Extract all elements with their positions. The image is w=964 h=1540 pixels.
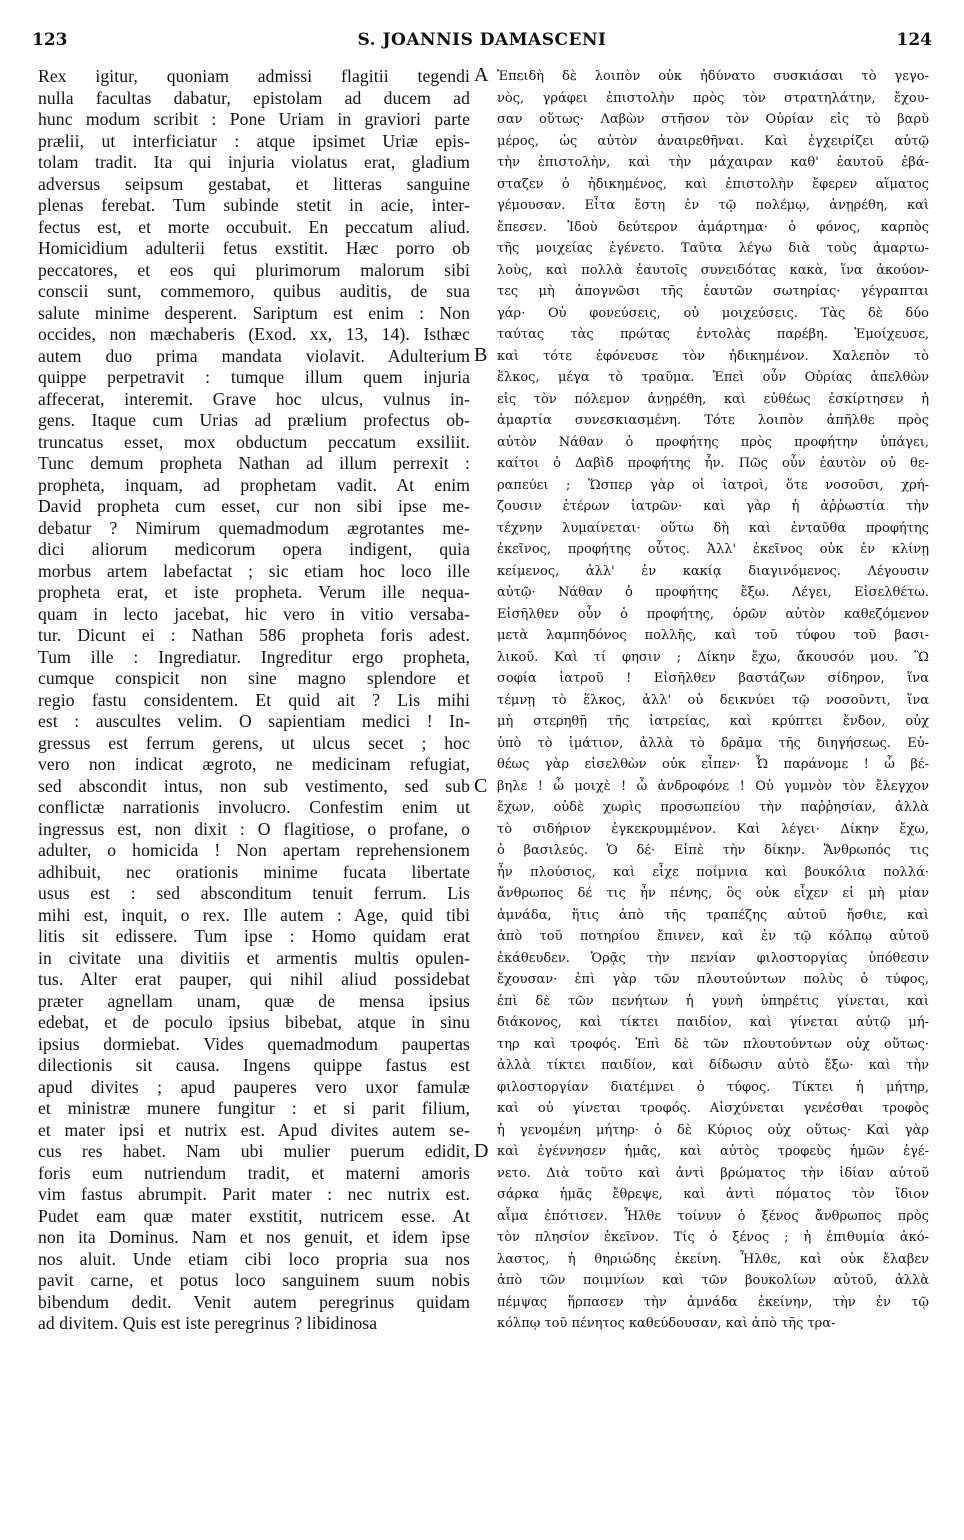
margin-letter-c: C — [474, 775, 488, 797]
greek-text-line: ἦν πλούσιος, καὶ εἶχε ποίμνια καὶ βουκόλια πολλά· — [497, 864, 929, 880]
latin-text-line: morbus artem labefactat ; sic etiam hoc loco ille — [38, 560, 470, 581]
latin-text-line: ipsius dormiebat. Vides quemadmodum paupertas — [38, 1033, 470, 1054]
greek-text-line: διάκονος, καὶ τίκτει παιδίον, καὶ γίνεται αὐτῷ μή- — [497, 1015, 929, 1030]
greek-text-line: τέμνῃ τὸ ἕλκος, ἀλλ' οὐ δεικνύει τῷ νοσοῦντι, ἵνα — [497, 692, 929, 708]
latin-text-line: Rex igitur, quoniam admissi flagitii tegendi — [38, 66, 470, 86]
greek-text-line: τηρ καὶ τροφός. Ἐπὶ δὲ τῶν πλουτούντων οὐχ οὕτως· — [497, 1036, 929, 1052]
latin-text-line: in civitate una divitiis et armentis multis opulen- — [38, 947, 470, 968]
greek-text-line: σοφία ἰατροῦ ! Εἰσῆλθεν βαστάζων σίδηρον, ἵνα — [497, 671, 929, 686]
latin-text-line: plenas ferebat. Tum subinde stetit in acie, inter- — [38, 195, 470, 215]
greek-text-line: καίτοι ὁ Δαβὶδ προφήτης ἦν. Πῶς οὖν ἑαυτὸν οὐ θε- — [497, 456, 929, 471]
latin-text-line: occides, non mæchaberis (Exod. xx, 13, 14). Isthæc — [38, 324, 470, 344]
latin-text-line: usus est : sed absconditum tenuit ferrum. Lis — [38, 883, 470, 903]
latin-text-line: et ministræ munere fungitur : et si parit filium, — [38, 1098, 470, 1118]
latin-text-line: fectus est, et morte occubuit. En peccatum aliud. — [38, 216, 470, 237]
latin-text-line: adversus seipsum gestabat, et litteras sanguine — [38, 173, 470, 194]
greek-text-line: καὶ τότε ἐφόνευσε τὸν ἠδικημένον. Χαλεπὸν τὸ — [497, 348, 929, 364]
greek-text-line: ἀπὸ τοῦ ποτηρίου ἔπινεν, καὶ ἐν τῷ κόλπῳ αὐτοῦ — [497, 929, 929, 944]
latin-text-line: affecerat, interemit. Grave hoc ulcus, vulnus in- — [38, 388, 470, 409]
greek-text-line: ραπεύει ; Ὥσπερ γὰρ οἱ ἰατροὶ, ὅτε νοσοῦσι, χρή- — [497, 477, 929, 493]
greek-text-line: κείμενος, ἀλλ' ἐν κακίᾳ διαγινόμενος. Λέγουσιν — [497, 563, 929, 579]
latin-text-line: propheta, inquam, ad prophetam vadit. At enim — [38, 474, 470, 495]
greek-text-line: ἐπὶ δὲ τῶν πενήτων ἡ γυνὴ ὑπηρέτις γίνεται, καὶ — [497, 993, 929, 1009]
latin-text-line: sed abscondit intus, non sub vestimento, sed sub — [38, 775, 470, 796]
latin-text-line: tolam tradit. Ita qui injuria violatus erat, gladium — [38, 152, 470, 172]
greek-text-line: ἔπεσεν. Ἰδοὺ δεύτερον ἁμάρτημα· ὁ φόνος, καρπὸς — [497, 219, 929, 235]
greek-text-line: ἡ γενομένη μήτηρ· ὁ δὲ Κύριος οὐχ οὕτως· Καὶ γὰρ — [497, 1122, 929, 1138]
latin-text-line: vero non indicat ægroto, ne medicinam refugiat, — [38, 754, 470, 774]
greek-text-line: καὶ ἐγέννησεν ἡμᾶς, καὶ αὐτὸς τροφεὺς ἡμῶν ἐγέ- — [497, 1144, 929, 1159]
greek-text-line: ἐκεῖνος, προφήτης οὗτος. Ἀλλ' ἐκεῖνος οὐκ ἐν κλίνῃ — [497, 542, 929, 557]
latin-text-line: truncatus esset, mox obductum peccatum exsiliit. — [38, 431, 470, 452]
page-header — [32, 30, 932, 56]
greek-text-line: ἕλκος, μέγα τὸ τραῦμα. Ἐπεὶ οὖν Οὐρίας ἀπελθὼν — [497, 370, 929, 385]
greek-text-line: τὸ σιδήριον ἐγκεκρυμμένον. Καὶ λέγει· Δίκην ἔχω, — [497, 821, 929, 837]
latin-text-line: edebat, et de poculo ipsius bibebat, atque in sinu — [38, 1012, 470, 1032]
latin-text-line: salute minime desperent. Sariptum est enim : Non — [38, 302, 470, 323]
latin-text-line: propheta erat, et iste propheta. Verum ille nequa- — [38, 582, 470, 602]
greek-text-line: τὸν πλησίον ἐκεῖνον. Τίς ὁ ξένος ; ἡ ἐπιθυμία ἀκό- — [497, 1230, 929, 1245]
greek-text-line: τὴν ἐπιστολὴν, καὶ τὴν μάχαιραν καθ' ἑαυτοῦ ἐβά- — [497, 155, 929, 170]
greek-text-line: καὶ οὐ γίνεται τροφός. Αἰσχύνεται γενέσθαι τροφὸς — [497, 1101, 929, 1116]
greek-text-line: Εἰσῆλθεν οὖν ὁ προφήτης, ὁρῶν αὐτὸν καθεζόμενον — [497, 606, 929, 622]
greek-text-line: αἷμα ἐπότισεν. Ἦλθε τοίνυν ὁ ξένος ἄνθρωπος πρὸς — [497, 1208, 929, 1224]
greek-text-line: ὁ βασιλεύς. Ὁ δέ· Εἰπὲ τὴν δίκην. Ἄνθρωπός τις — [497, 843, 929, 858]
greek-text-line: ζουσιν ἑτέρων ἰατρῶν· καὶ γὰρ ἡ ἀῤῥωστία τὴν — [497, 499, 929, 514]
greek-column — [497, 66, 929, 1335]
latin-text-line: regio fastu considentem. Et quid ait ? Lis mihi — [38, 689, 470, 710]
latin-text-line: mihi est, inquit, o rex. Ille autem : Age, quid tibi — [38, 904, 470, 925]
page-number-right: 124 — [896, 30, 932, 50]
margin-letter-b: B — [474, 344, 488, 366]
latin-text-line: gens. Itaque cum Urias ad prælium profectus ob- — [38, 410, 470, 430]
running-title: S. JOANNIS DAMASCENI — [357, 30, 607, 50]
greek-text-line: βηλε ! ὦ μοιχὲ ! ὦ ἀνδροφόνε ! Οὐ γυμνὸν τὸν ἔλεγχον — [497, 778, 929, 794]
latin-text-line: foris eum nutriendum tradit, et materni amoris — [38, 1162, 470, 1183]
latin-text-line: quam in lecto jacebat, hic vero in vitio versaba- — [38, 603, 470, 624]
greek-text-line: ἀλλὰ τίκτει παιδίον, καὶ δίδωσιν αὐτὸ ἔξω· καὶ τὴν — [497, 1058, 929, 1073]
latin-column — [38, 66, 470, 1335]
greek-text-line: πέμψας ἥρπασεν τὴν ἀμνάδα ἐκείνην, τὴν ἐν τῷ — [497, 1294, 929, 1310]
greek-text-line: νὸς, γράφει ἐπιστολὴν πρὸς τὸν στρατηλάτην, ἔχου- — [497, 90, 929, 106]
latin-text-line: adulter, o homicida ! Non apertam reprehensionem — [38, 840, 470, 860]
greek-text-line: θέως γὰρ εἰσελθὼν οὐκ εἶπεν· Ὦ παράνομε ! ὦ βέ- — [497, 757, 929, 772]
latin-text-line: Homicidium adulterii fetus exstitit. Hæc porro ob — [38, 238, 470, 258]
greek-text-line: ὑπὸ τὸ ἱμάτιον, ἀλλὰ τὸ δρᾶμα τῆς διηγήσεως. Εὐ- — [497, 735, 929, 751]
latin-text-line: hunc modum scribit : Pone Uriam in graviori parte — [38, 109, 470, 129]
greek-text-line: λαστος, ἡ θηριώδης ἐκείνη. Ἦλθε, καὶ οὐκ ἔλαβεν — [497, 1251, 929, 1267]
greek-text-line: μὴ στερηθῇ τῆς ἰατρείας, καὶ κρύπτει ἔνδον, οὐχ — [497, 714, 929, 729]
latin-text-line: quippe perpetravit : tumque illum quem injuria — [38, 367, 470, 387]
latin-text-line: nos aluit. Unde etiam cibi loco propria sua nos — [38, 1248, 470, 1269]
greek-text-line: ἁμαρτία συνεσκιασμένη. Τότε λοιπὸν ἀπῆλθε πρὸς — [497, 413, 929, 428]
latin-text-line: tus. Alter erat pauper, qui nihil aliud possidebat — [38, 969, 470, 989]
latin-text-line: David propheta cum esset, cur non sibi ipse me- — [38, 496, 470, 516]
greek-text-line: Ἐπειδὴ δὲ λοιπὸν οὐκ ἠδύνατο συσκιάσαι τὸ γεγο- — [497, 69, 929, 84]
greek-text-line: τῆς μοιχείας ἐγένετο. Ταῦτα λέγω διὰ τοὺς ἁμαρτω- — [497, 241, 929, 256]
greek-text-line: λοὺς, καὶ πολλὰ ἑαυτοῖς συνειδότας κακὰ, ἵνα ἀκούον- — [497, 262, 929, 278]
latin-text-line: dilectionis sit causa. Ingens quippe fastus est — [38, 1055, 470, 1075]
page-number-left: 123 — [32, 30, 68, 50]
greek-text-line: κόλπῳ τοῦ πένητος καθεύδουσαν, καὶ ἀπὸ τῆς τρα- — [497, 1316, 836, 1331]
greek-text-line: φιλοστοργίαν διατέμνει ὁ τύφος. Τίκτει ἡ μήτηρ, — [497, 1079, 929, 1095]
latin-text-line: cus res habet. Nam ubi mulier puerum edidit, — [38, 1141, 470, 1161]
latin-text-line: præter agnellam unam, quæ de mensa ipsius — [38, 990, 470, 1011]
greek-text-line: ἄνθρωπος δέ τις ἦν πένης, ὃς οὐκ εἶχεν εἰ μὴ μίαν — [497, 886, 929, 901]
greek-text-line: νετο. Διὰ τοῦτο καὶ ἀντὶ βρώματος τὴν ἰδίαν αὐτοῦ — [497, 1165, 929, 1181]
greek-text-line: εἰς τὸν πόλεμον ἀνῃρέθη, καὶ εὐθέως ἐσκίρτησεν ἡ — [497, 391, 929, 407]
latin-text-line: dici aliorum medicorum opera indigent, quia — [38, 539, 470, 559]
margin-letter-a: A — [474, 64, 489, 86]
latin-text-line: adhibuit, nec orationis minime fucata libertate — [38, 861, 470, 882]
latin-text-line: Tum ille : Ingrediatur. Ingreditur ergo propheta, — [38, 646, 470, 667]
latin-text-line: et mater ipsi et nutrix est. Apud divites autem se- — [38, 1119, 470, 1140]
latin-text-line: ingressus est, non dixit : O flagitiose, o profane, o — [38, 818, 470, 839]
greek-text-line: ἐκάθευδεν. Ὁρᾷς τὴν πενίαν φιλοστοργίας ὑπόθεσιν — [497, 950, 929, 966]
latin-text-line: bibendum dedit. Venit autem peregrinus quidam — [38, 1291, 470, 1312]
latin-text-line: cumque conspicit non sine magno splendore et — [38, 668, 470, 688]
latin-text-line: tur. Dicunt ei : Nathan 586 propheta foris adest. — [38, 625, 470, 645]
greek-text-line: γάρ· Οὐ φονεύσεις, οὐ μοιχεύσεις. Τὰς δὲ δύο — [497, 305, 929, 321]
greek-text-line: γέμουσαν. Εἶτα ἔστη ἐν τῷ πολέμῳ, ἀνῃρέθη, καὶ — [497, 198, 929, 213]
greek-text-line: τες μὴ ἀπογνῶσι τῆς ἑαυτῶν σωτηρίας· γέγραπται — [497, 284, 929, 299]
latin-text-line: Pudet eam quæ mater exstitit, nutricem esse. At — [38, 1205, 470, 1226]
latin-text-line: conflictæ narrationis involucro. Confestim enim ut — [38, 797, 470, 817]
greek-text-line: σταζεν ὁ ἠδικημένος, καὶ ἐπιστολὴν ἔφερεν αἵματος — [497, 176, 929, 192]
greek-text-line: ἀπὸ τῶν ποιμνίων καὶ τῶν βουκολίων αὐτοῦ, ἀλλὰ — [497, 1273, 929, 1288]
latin-text-line: nulla facultas dabatur, epistolam ad ducem ad — [38, 87, 470, 108]
latin-text-line: ad divitem. Quis est iste peregrinus ? libidinosa — [38, 1313, 378, 1333]
latin-text-line: apud divites ; apud pauperes vero uxor famulæ — [38, 1076, 470, 1097]
latin-text-line: pavit carne, et potus loco sanguinem suum nobis — [38, 1270, 470, 1290]
margin-letter-d: D — [474, 1140, 489, 1162]
latin-text-line: Tunc demum propheta Nathan ad illum perrexit : — [38, 453, 470, 473]
greek-text-line: σάρκα ἡμᾶς ἔθρεψε, καὶ ἀντὶ πόματος τὸν ἴδιον — [497, 1187, 929, 1202]
latin-text-line: litis sit edissere. Tum ipse : Homo quidam erat — [38, 926, 470, 946]
latin-text-line: conscii sunt, commemoro, quibus auditis, de sua — [38, 281, 470, 301]
latin-text-line: prælii, ut interficiatur : atque ipsimet Uriæ epis- — [38, 130, 470, 151]
greek-text-line: ταύτας τὰς πρώτας ἐντολὰς παρέβη. Ἐμοίχευσε, — [497, 327, 929, 342]
latin-text-line: peccatores, et eos qui plurimorum malorum sibi — [38, 259, 470, 280]
latin-text-line: vim fastus abrumpit. Parit mater : nec nutrix est. — [38, 1184, 470, 1204]
greek-text-line: ἔχων, οὐδὲ χωρὶς προσωπείου τὴν παῤῥησίαν, ἀλλὰ — [497, 800, 929, 815]
greek-text-line: αὐτὸν Νάθαν ὁ προφήτης πρὸς προφήτην ὑπάγει, — [497, 434, 929, 450]
greek-text-line: λικοῦ. Καὶ τί φησιν ; Δίκην ἔχω, ἄκουσόν μου. Ὢ — [497, 649, 929, 665]
greek-text-line: ἀμνάδα, ἥτις ἀπὸ τῆς τραπέζης αὐτοῦ ἤσθιε, καὶ — [497, 907, 929, 923]
greek-text-line: μετὰ λαμπηδόνος πολλῆς, καὶ τοῦ τύφου τοῦ βασι- — [497, 628, 929, 643]
latin-text-line: debatur ? Nimirum quemadmodum ægrotantes me- — [38, 517, 470, 538]
latin-text-line: gressus est ferrum gerens, ut ulcus secet ; hoc — [38, 732, 470, 753]
greek-text-line: ἔχουσαν· ἐπὶ γὰρ τῶν πλουτούντων πολὺς ὁ τύφος, — [497, 972, 929, 987]
greek-text-line: μέρος, ὡς αὐτὸν ἀναιρεθῆναι. Καὶ ἐγχειρίζει αὐτῷ — [497, 133, 929, 149]
greek-text-line: αὐτῷ· Νάθαν ὁ προφήτης ἔξω. Λέγει, Εἰσελθέτω. — [497, 585, 929, 600]
greek-text-line: σαν οὕτως· Λαβὼν στῆσον τὸν Οὐρίαν εἰς τὸ βαρὺ — [497, 112, 929, 127]
latin-text-line: non ita Dominus. Nam et nos genuit, et idem ipse — [38, 1227, 470, 1247]
latin-text-line: est : auscultes velim. O sapientiam medici ! In- — [38, 711, 470, 731]
greek-text-line: τέχνην λυμαίνεται· οὕτω δὴ καὶ ἐνταῦθα προφήτης — [497, 520, 929, 536]
latin-text-line: autem duo prima mandata violavit. Adulterium — [38, 345, 470, 366]
